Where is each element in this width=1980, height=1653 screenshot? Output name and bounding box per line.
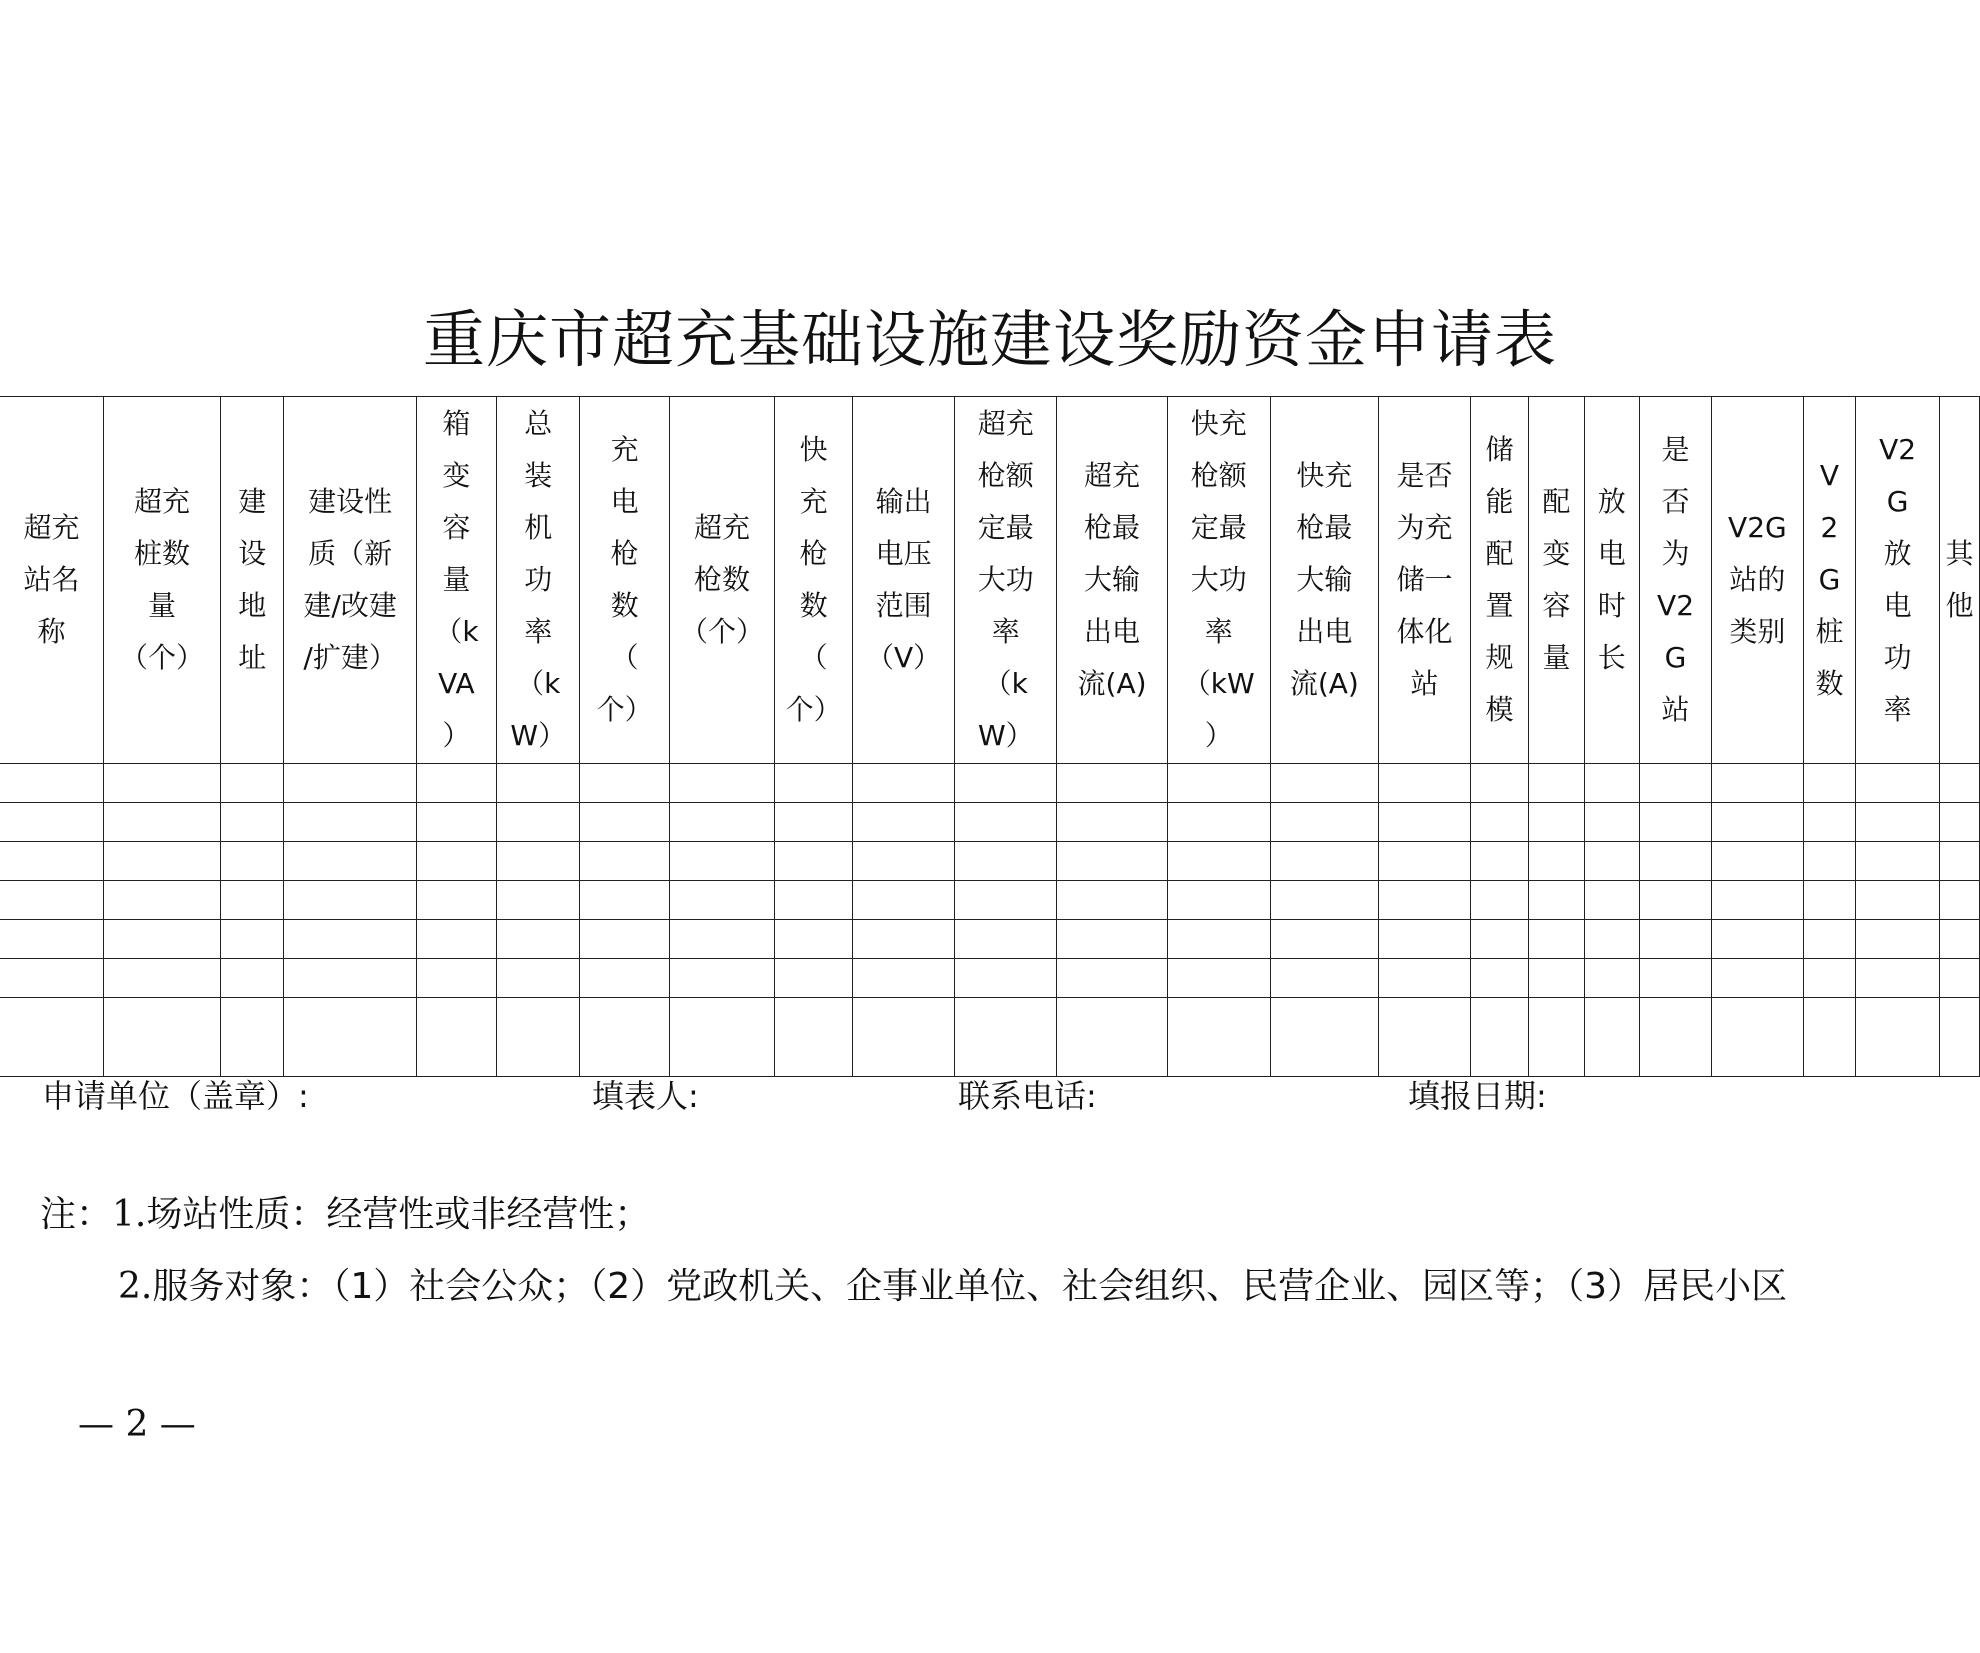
table-cell[interactable] <box>1803 998 1855 1077</box>
table-cell[interactable] <box>1940 764 1980 803</box>
header-cell: 配 变 容 量 <box>1529 397 1584 764</box>
table-cell[interactable] <box>669 959 775 998</box>
header-cell: 快充 枪最 大输 出电 流(A) <box>1270 397 1379 764</box>
table-cell[interactable] <box>1856 920 1940 959</box>
table-cell[interactable] <box>103 959 220 998</box>
table-cell[interactable] <box>284 920 416 959</box>
table-cell[interactable] <box>1167 998 1270 1077</box>
table-cell[interactable] <box>1856 881 1940 920</box>
table-cell[interactable] <box>1940 998 1980 1077</box>
table-cell[interactable] <box>284 959 416 998</box>
table-cell[interactable] <box>580 764 669 803</box>
table-cell[interactable] <box>1584 920 1639 959</box>
table-cell[interactable] <box>1167 881 1270 920</box>
table-cell[interactable] <box>103 998 220 1077</box>
table-cell[interactable] <box>955 881 1057 920</box>
table-cell[interactable] <box>1529 998 1584 1077</box>
header-cell: 其 他 <box>1940 397 1980 764</box>
table-row <box>0 803 1980 842</box>
table-row <box>0 842 1980 881</box>
table-cell[interactable] <box>775 881 853 920</box>
table-cell[interactable] <box>1470 959 1528 998</box>
table-cell[interactable] <box>221 998 284 1077</box>
table-cell[interactable] <box>284 881 416 920</box>
table-cell[interactable] <box>1940 881 1980 920</box>
header-cell: 超充 枪额 定最 大功 率 （k W） <box>955 397 1057 764</box>
table-cell[interactable] <box>1803 764 1855 803</box>
table-cell[interactable] <box>221 803 284 842</box>
table-cell[interactable] <box>1803 803 1855 842</box>
table-cell[interactable] <box>1470 803 1528 842</box>
table-cell[interactable] <box>1640 881 1712 920</box>
table-cell[interactable] <box>1640 764 1712 803</box>
header-cell: 超充 枪最 大输 出电 流(A) <box>1057 397 1168 764</box>
table-cell[interactable] <box>416 959 496 998</box>
table-cell[interactable] <box>775 959 853 998</box>
table-cell[interactable] <box>416 920 496 959</box>
header-cell: 放 电 时 长 <box>1584 397 1639 764</box>
note-prefix: 注： <box>40 1194 113 1235</box>
table-cell[interactable] <box>955 998 1057 1077</box>
table-cell[interactable] <box>1712 842 1804 881</box>
table-cell[interactable] <box>1856 998 1940 1077</box>
table-cell[interactable] <box>1470 881 1528 920</box>
table-cell[interactable] <box>669 764 775 803</box>
header-cell: V2G 站的 类别 <box>1712 397 1804 764</box>
header-cell: 建 设 地 址 <box>221 397 284 764</box>
table-cell[interactable] <box>284 803 416 842</box>
table-cell[interactable] <box>0 959 103 998</box>
table-cell[interactable] <box>0 998 103 1077</box>
table-cell[interactable] <box>580 920 669 959</box>
header-cell: 超充 桩数 量 （个） <box>103 397 220 764</box>
table-cell[interactable] <box>1529 842 1584 881</box>
table-cell[interactable] <box>1470 920 1528 959</box>
table-cell[interactable] <box>1584 803 1639 842</box>
table-cell[interactable] <box>0 803 103 842</box>
table-cell[interactable] <box>0 881 103 920</box>
header-cell: 充 电 枪 数 （ 个） <box>580 397 669 764</box>
table-cell[interactable] <box>497 920 580 959</box>
table-cell[interactable] <box>1057 842 1168 881</box>
table-cell[interactable] <box>497 842 580 881</box>
note-1-number: 1. <box>112 1194 147 1235</box>
table-cell[interactable] <box>852 998 954 1077</box>
table-cell[interactable] <box>1379 881 1471 920</box>
table-cell[interactable] <box>497 764 580 803</box>
table-cell[interactable] <box>221 764 284 803</box>
table-cell[interactable] <box>1529 803 1584 842</box>
note-1-text: 场站性质：经营性或非经营性； <box>146 1194 651 1235</box>
table-cell[interactable] <box>497 881 580 920</box>
table-cell[interactable] <box>1803 920 1855 959</box>
table-cell[interactable] <box>1584 959 1639 998</box>
date-label: 填报日期: <box>1408 1077 1547 1115</box>
table-cell[interactable] <box>103 881 220 920</box>
table-cell[interactable] <box>1529 881 1584 920</box>
table-cell[interactable] <box>1712 920 1804 959</box>
table-cell[interactable] <box>1584 764 1639 803</box>
table-cell[interactable] <box>1057 803 1168 842</box>
header-cell: 建设性 质（新 建/改建 /扩建） <box>284 397 416 764</box>
applicant-label: 申请单位（盖章）: <box>42 1077 309 1115</box>
table-cell[interactable] <box>1270 881 1379 920</box>
table-cell[interactable] <box>103 803 220 842</box>
table-cell[interactable] <box>1470 764 1528 803</box>
table-cell[interactable] <box>852 842 954 881</box>
header-cell: 超充 枪数 （个） <box>669 397 775 764</box>
table-cell[interactable] <box>0 764 103 803</box>
table-cell[interactable] <box>1379 959 1471 998</box>
note-line-2 <box>118 1262 1787 1312</box>
table-cell[interactable] <box>0 842 103 881</box>
table-cell[interactable] <box>1270 764 1379 803</box>
header-cell: 快充 枪额 定最 大功 率 （kW ） <box>1167 397 1270 764</box>
header-row <box>0 397 1980 764</box>
table-cell[interactable] <box>1856 842 1940 881</box>
table-cell[interactable] <box>1712 998 1804 1077</box>
table-cell[interactable] <box>1640 842 1712 881</box>
table-cell[interactable] <box>775 998 853 1077</box>
table-cell[interactable] <box>852 764 954 803</box>
table-row <box>0 920 1980 959</box>
table-cell[interactable] <box>1640 998 1712 1077</box>
table-cell[interactable] <box>1379 803 1471 842</box>
table-cell[interactable] <box>1167 764 1270 803</box>
note-2-number: 2. <box>118 1266 153 1307</box>
table-cell[interactable] <box>1057 881 1168 920</box>
table-cell[interactable] <box>580 998 669 1077</box>
table-cell[interactable] <box>103 842 220 881</box>
table-cell[interactable] <box>775 920 853 959</box>
table-cell[interactable] <box>1167 803 1270 842</box>
table-cell[interactable] <box>1584 842 1639 881</box>
table-cell[interactable] <box>669 842 775 881</box>
table-cell[interactable] <box>1940 920 1980 959</box>
table-cell[interactable] <box>497 803 580 842</box>
table-cell[interactable] <box>1057 764 1168 803</box>
table-cell[interactable] <box>1270 803 1379 842</box>
table-cell[interactable] <box>669 920 775 959</box>
table-cell[interactable] <box>852 959 954 998</box>
table-cell[interactable] <box>1057 998 1168 1077</box>
table-cell[interactable] <box>1712 959 1804 998</box>
header-cell: 总 装 机 功 率 （k W） <box>497 397 580 764</box>
table-cell[interactable] <box>1856 959 1940 998</box>
table-cell[interactable] <box>955 920 1057 959</box>
table-cell[interactable] <box>0 920 103 959</box>
table-cell[interactable] <box>669 998 775 1077</box>
header-cell: 是 否 为 V2 G 站 <box>1640 397 1712 764</box>
application-table <box>0 396 1980 1077</box>
table-row <box>0 998 1980 1077</box>
table-cell[interactable] <box>1640 920 1712 959</box>
table-cell[interactable] <box>1167 959 1270 998</box>
table-cell[interactable] <box>1270 959 1379 998</box>
table-cell[interactable] <box>221 842 284 881</box>
table-cell[interactable] <box>669 881 775 920</box>
table-cell[interactable] <box>103 920 220 959</box>
header-cell: V2 G 放 电 功 率 <box>1856 397 1940 764</box>
note-2-text: 服务对象：（1）社会公众；（2）党政机关、企事业单位、社会组织、民营企业、园区等；（3）居民小区 <box>152 1266 1788 1307</box>
table-cell[interactable] <box>1803 959 1855 998</box>
table-cell[interactable] <box>221 959 284 998</box>
table-cell[interactable] <box>1712 803 1804 842</box>
filler-label: 填表人: <box>592 1077 699 1115</box>
table-cell[interactable] <box>497 959 580 998</box>
table-cell[interactable] <box>580 881 669 920</box>
table-cell[interactable] <box>1712 764 1804 803</box>
table-cell[interactable] <box>1379 764 1471 803</box>
table-cell[interactable] <box>1057 920 1168 959</box>
table-cell[interactable] <box>1270 920 1379 959</box>
table-cell[interactable] <box>1940 959 1980 998</box>
table-cell[interactable] <box>852 881 954 920</box>
table-cell[interactable] <box>955 842 1057 881</box>
table-cell[interactable] <box>955 764 1057 803</box>
table-cell[interactable] <box>1057 959 1168 998</box>
table-cell[interactable] <box>955 959 1057 998</box>
table-cell[interactable] <box>1470 998 1528 1077</box>
table-cell[interactable] <box>1640 959 1712 998</box>
table-cell[interactable] <box>1529 920 1584 959</box>
table-cell[interactable] <box>497 998 580 1077</box>
table-cell[interactable] <box>775 842 853 881</box>
table-cell[interactable] <box>103 764 220 803</box>
table-cell[interactable] <box>852 920 954 959</box>
page-number: — 2 — <box>78 1404 196 1445</box>
table-cell[interactable] <box>1856 764 1940 803</box>
table-cell[interactable] <box>669 803 775 842</box>
table-cell[interactable] <box>1856 803 1940 842</box>
table-cell[interactable] <box>775 764 853 803</box>
header-cell: 输出 电压 范围 （V） <box>852 397 954 764</box>
table-cell[interactable] <box>284 764 416 803</box>
header-cell: 是否 为充 储一 体化 站 <box>1379 397 1471 764</box>
table-cell[interactable] <box>1529 959 1584 998</box>
table-cell[interactable] <box>416 764 496 803</box>
phone-label: 联系电话: <box>958 1077 1097 1115</box>
table-cell[interactable] <box>1712 881 1804 920</box>
table-cell[interactable] <box>1379 998 1471 1077</box>
table-row <box>0 959 1980 998</box>
table-cell[interactable] <box>221 881 284 920</box>
table-cell[interactable] <box>580 803 669 842</box>
table-cell[interactable] <box>1379 842 1471 881</box>
table-cell[interactable] <box>416 803 496 842</box>
table-cell[interactable] <box>284 998 416 1077</box>
table-cell[interactable] <box>1584 881 1639 920</box>
form-title: 重庆市超充基础设施建设奖励资金申请表 <box>422 303 1557 376</box>
table-cell[interactable] <box>852 803 954 842</box>
table-cell[interactable] <box>1940 842 1980 881</box>
table-cell[interactable] <box>1167 842 1270 881</box>
table-cell[interactable] <box>416 881 496 920</box>
table-cell[interactable] <box>775 803 853 842</box>
header-cell: 箱 变 容 量 （k VA ） <box>416 397 496 764</box>
table-cell[interactable] <box>416 842 496 881</box>
table-row <box>0 764 1980 803</box>
table-cell[interactable] <box>416 998 496 1077</box>
table-cell[interactable] <box>1167 920 1270 959</box>
table-row <box>0 881 1980 920</box>
table-cell[interactable] <box>955 803 1057 842</box>
table-cell[interactable] <box>1470 842 1528 881</box>
header-cell: 储 能 配 置 规 模 <box>1470 397 1528 764</box>
table-cell[interactable] <box>1940 803 1980 842</box>
table-cell[interactable] <box>1529 764 1584 803</box>
table-cell[interactable] <box>1584 998 1639 1077</box>
header-cell: 超充 站名 称 <box>0 397 103 764</box>
table-cell[interactable] <box>580 842 669 881</box>
table-cell[interactable] <box>284 842 416 881</box>
table-cell[interactable] <box>221 920 284 959</box>
header-cell: 快 充 枪 数 （ 个） <box>775 397 853 764</box>
table-cell[interactable] <box>1640 803 1712 842</box>
header-cell: V 2 G 桩 数 <box>1803 397 1855 764</box>
table-cell[interactable] <box>1270 842 1379 881</box>
table-cell[interactable] <box>580 959 669 998</box>
note-line-1 <box>40 1190 650 1240</box>
table-cell[interactable] <box>1803 881 1855 920</box>
table-cell[interactable] <box>1379 920 1471 959</box>
table-cell[interactable] <box>1803 842 1855 881</box>
table-cell[interactable] <box>1270 998 1379 1077</box>
